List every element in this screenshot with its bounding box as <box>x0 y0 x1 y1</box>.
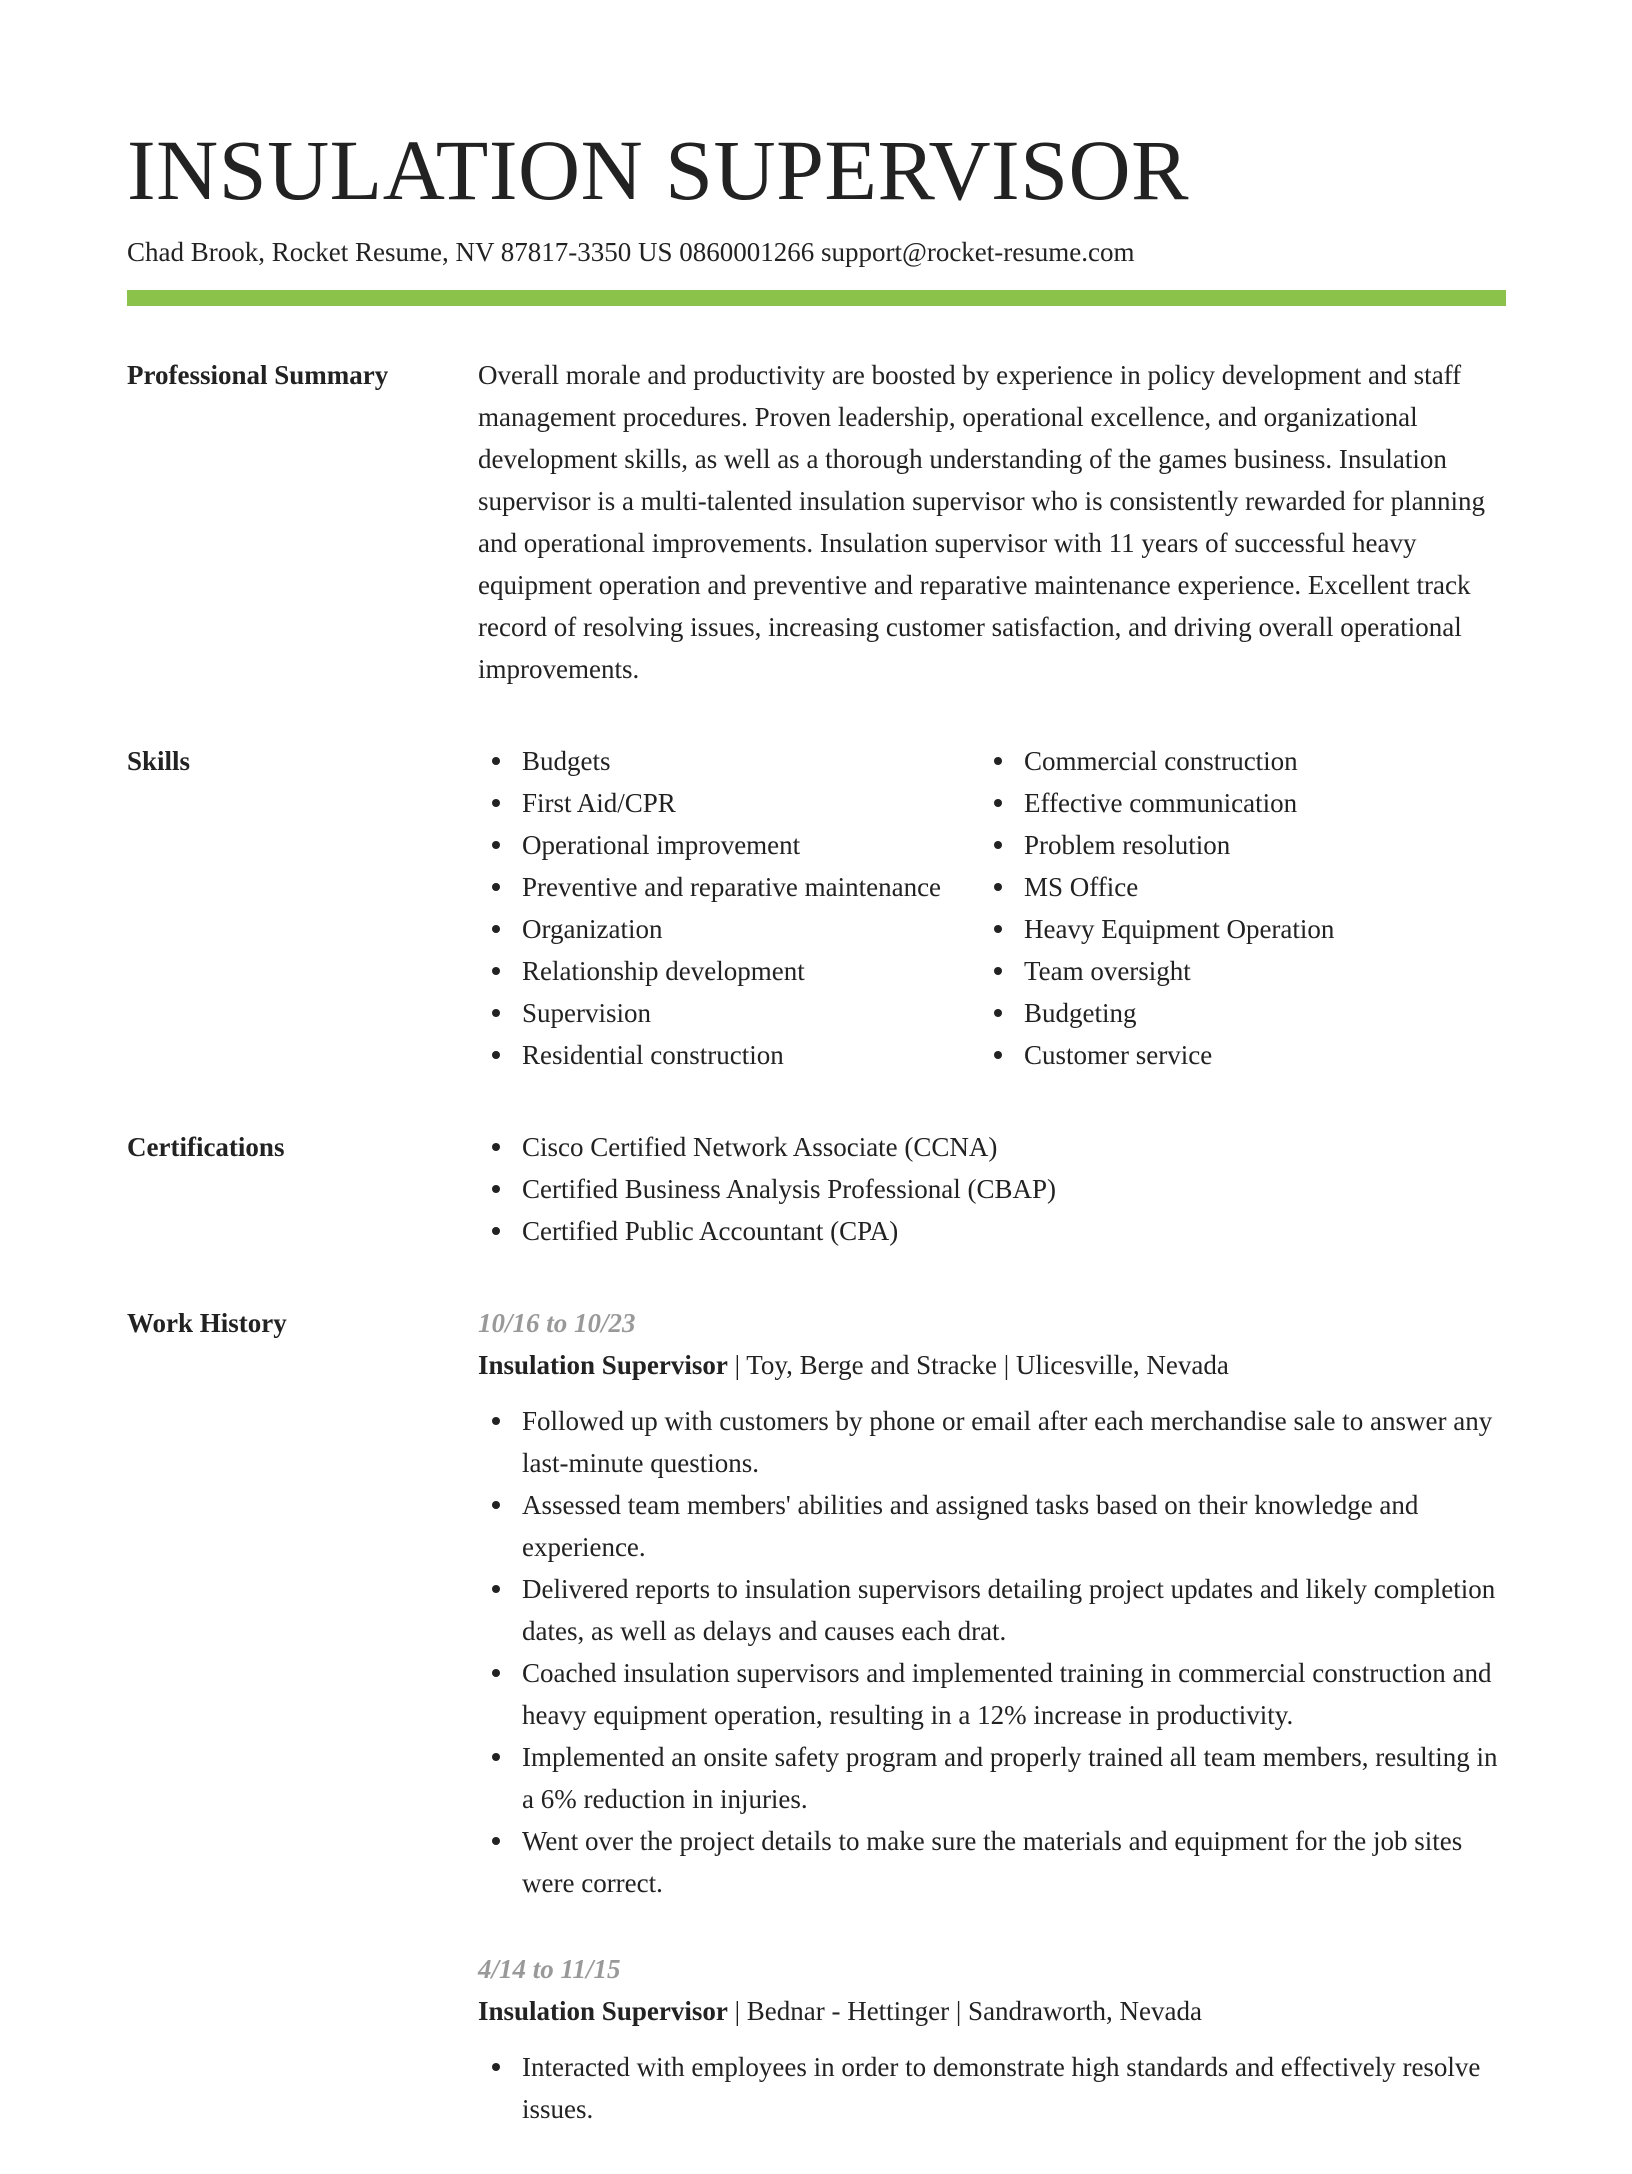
job-duty-text: Went over the project details to make sure the materials and equipment for the job sites were correct. <box>522 1826 1463 1898</box>
skill-item <box>478 866 980 908</box>
job-duty-item <box>478 2046 1506 2130</box>
skill-item <box>478 1034 980 1076</box>
skill-label: Preventive and reparative maintenance <box>522 872 942 902</box>
bullet-icon <box>492 967 500 975</box>
bullet-icon <box>994 799 1002 807</box>
bullet-icon <box>492 1185 500 1193</box>
bullet-icon <box>492 1051 500 1059</box>
bullet-icon <box>492 1753 500 1761</box>
bullet-icon <box>492 841 500 849</box>
job-duty-item <box>478 1820 1506 1904</box>
skill-item <box>478 992 980 1034</box>
bullet-icon <box>492 1837 500 1845</box>
summary-heading: Professional Summary <box>127 360 389 390</box>
certifications-heading: Certifications <box>127 1132 285 1162</box>
bullet-icon <box>994 757 1002 765</box>
skill-item <box>980 740 1506 782</box>
skill-label: First Aid/CPR <box>522 788 676 818</box>
certification-label: Cisco Certified Network Associate (CCNA) <box>522 1132 998 1162</box>
job-duty-text: Implemented an onsite safety program and properly trained all team members, resulting in a 6% reduction in injuries. <box>522 1742 1498 1814</box>
skill-item <box>478 782 980 824</box>
certifications-list <box>478 1126 1506 1252</box>
certification-item <box>478 1210 1506 1252</box>
skill-label: Residential construction <box>522 1040 784 1070</box>
skill-label: Supervision <box>522 998 652 1028</box>
job-heading <box>478 1344 1506 1386</box>
job-dates: 10/16 to 10/23 <box>478 1308 636 1338</box>
skills-grid <box>478 740 1506 1076</box>
job-duty-text: Interacted with employees in order to demonstrate high standards and effectively resolve issues. <box>522 2052 1481 2124</box>
skill-label: Effective communication <box>1024 788 1298 818</box>
skill-label: Operational improvement <box>522 830 801 860</box>
bullet-icon <box>492 799 500 807</box>
skills-right-column <box>980 740 1506 1076</box>
job-duty-item <box>478 1400 1506 1484</box>
skill-label: Team oversight <box>1024 956 1191 986</box>
skill-label: Customer service <box>1024 1040 1213 1070</box>
job-duty-item <box>478 1568 1506 1652</box>
bullet-icon <box>994 967 1002 975</box>
bullet-icon <box>492 883 500 891</box>
skill-label: Budgets <box>522 746 611 776</box>
skill-label: MS Office <box>1024 872 1139 902</box>
job-title: Insulation Supervisor <box>478 1350 728 1380</box>
job-duties-list <box>478 2046 1506 2130</box>
bullet-icon <box>492 1417 500 1425</box>
certifications-body <box>478 1126 1506 1252</box>
bullet-icon <box>994 925 1002 933</box>
bullet-icon <box>492 2063 500 2071</box>
skill-label: Relationship development <box>522 956 805 986</box>
certification-item <box>478 1126 1506 1168</box>
bullet-icon <box>492 925 500 933</box>
bullet-icon <box>492 1585 500 1593</box>
skill-item <box>980 908 1506 950</box>
skill-item <box>478 740 980 782</box>
summary-section <box>127 354 1506 690</box>
bullet-icon <box>994 841 1002 849</box>
job-duty-item <box>478 1736 1506 1820</box>
job-dates: 4/14 to 11/15 <box>478 1954 621 1984</box>
job-duty-text: Followed up with customers by phone or email after each merchandise sale to answer any last-minute questions. <box>522 1406 1493 1478</box>
skills-left-column <box>478 740 980 1076</box>
skill-label: Problem resolution <box>1024 830 1231 860</box>
certification-label: Certified Public Accountant (CPA) <box>522 1216 899 1246</box>
contact-line: Chad Brook, Rocket Resume, NV 87817-3350 US 0860001266 support@rocket-resume.com <box>127 237 1135 267</box>
job-title: Insulation Supervisor <box>478 1996 728 2026</box>
job-duty-item <box>478 1484 1506 1568</box>
skills-heading: Skills <box>127 746 191 776</box>
skill-label: Budgeting <box>1024 998 1137 1028</box>
summary-body <box>478 354 1506 690</box>
skill-label: Heavy Equipment Operation <box>1024 914 1335 944</box>
certification-item <box>478 1168 1506 1210</box>
job-entry <box>478 1302 1506 1904</box>
job-entry <box>478 1948 1506 2130</box>
accent-divider <box>127 290 1506 306</box>
bullet-icon <box>492 1009 500 1017</box>
skills-section <box>127 740 1506 1076</box>
bullet-icon <box>492 1227 500 1235</box>
skill-item <box>478 908 980 950</box>
job-duty-text: Coached insulation supervisors and implemented training in commercial construction and heavy equipment operation, resulting in a 12% increase in productivity. <box>522 1658 1492 1730</box>
work-history-heading: Work History <box>127 1308 287 1338</box>
bullet-icon <box>994 1009 1002 1017</box>
bullet-icon <box>492 1669 500 1677</box>
bullet-icon <box>492 1501 500 1509</box>
skill-item <box>980 950 1506 992</box>
skill-item <box>478 950 980 992</box>
job-duty-item <box>478 1652 1506 1736</box>
certifications-section <box>127 1126 1506 1252</box>
skill-item <box>980 866 1506 908</box>
skill-item <box>980 782 1506 824</box>
skill-item <box>980 824 1506 866</box>
resume-title: INSULATION SUPERVISOR <box>127 122 1189 218</box>
skill-item <box>980 992 1506 1034</box>
skill-item <box>478 824 980 866</box>
job-duties-list <box>478 1400 1506 1904</box>
skills-body <box>478 740 1506 1076</box>
job-duty-text: Assessed team members' abilities and assigned tasks based on their knowledge and experience. <box>522 1490 1419 1562</box>
bullet-icon <box>994 1051 1002 1059</box>
job-duty-text: Delivered reports to insulation supervisors detailing project updates and likely completion dates, as well as delays and causes each drat. <box>522 1574 1496 1646</box>
bullet-icon <box>492 757 500 765</box>
work-history-body <box>478 1302 1506 2174</box>
skill-label: Organization <box>522 914 663 944</box>
job-heading <box>478 1990 1506 2032</box>
bullet-icon <box>994 883 1002 891</box>
certification-label: Certified Business Analysis Professional (CBAP) <box>522 1174 1056 1204</box>
work-history-section <box>127 1302 1506 2174</box>
skill-label: Commercial construction <box>1024 746 1298 776</box>
job-company: | Bednar - Hettinger | Sandraworth, Nevada <box>727 1996 1202 2026</box>
job-company: | Toy, Berge and Stracke | Ulicesville, Nevada <box>727 1350 1229 1380</box>
skill-item <box>980 1034 1506 1076</box>
bullet-icon <box>492 1143 500 1151</box>
summary-text: Overall morale and productivity are boosted by experience in policy development and staff management procedures. Proven leadership, operational excellence, and organizational development skills, as well as a thorough understanding of the games business. Insulation supervisor is a multi-talented insulation supervisor who is consistently rewarded for planning and operational improvements. Insulation supervisor with 11 years of successful heavy equipment operation and preventive and reparative maintenance experience. Excellent track record of resolving issues, increasing customer satisfaction, and driving overall operational improvements. <box>478 360 1486 684</box>
